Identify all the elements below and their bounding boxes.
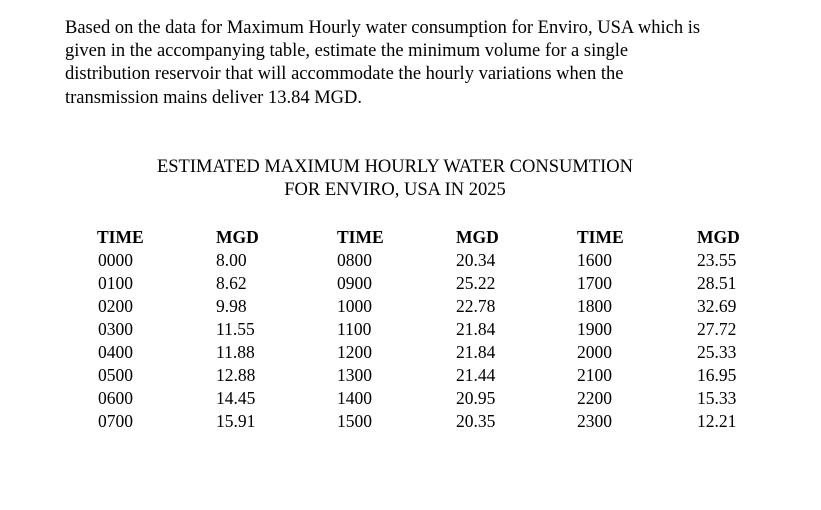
table-cell: 20.35 — [456, 411, 496, 431]
table-cell: 0600 — [98, 388, 133, 408]
column-time-2 — [337, 226, 384, 433]
table-cell: 12.88 — [216, 365, 256, 385]
table-cell: 1800 — [577, 296, 612, 316]
table-cell: 23.55 — [697, 250, 737, 270]
table-cell: 21.44 — [456, 365, 496, 385]
table-cell: 2100 — [577, 365, 612, 385]
table-title-line: FOR ENVIRO, USA IN 2025 — [284, 180, 506, 200]
column-header-time: TIME — [577, 227, 624, 247]
table-title-line: ESTIMATED MAXIMUM HOURLY WATER CONSUMTION — [156, 157, 634, 177]
table-cell: 2000 — [577, 342, 612, 362]
table-title — [95, 156, 695, 202]
problem-line: distribution reservoir that will accommodate the hourly variations when the — [65, 64, 624, 85]
column-mgd-3 — [697, 226, 740, 433]
column-header-mgd: MGD — [456, 227, 499, 247]
table-cell: 22.78 — [456, 296, 496, 316]
table-cell: 16.95 — [697, 365, 737, 385]
table-cell: 0500 — [98, 365, 133, 385]
table-cell: 20.95 — [456, 388, 496, 408]
table-cell: 2200 — [577, 388, 612, 408]
column-header-mgd: MGD — [697, 227, 740, 247]
table-cell: 11.88 — [216, 342, 255, 362]
table-cell: 15.91 — [216, 411, 256, 431]
table-cell: 12.21 — [697, 411, 737, 431]
table-cell: 1300 — [337, 365, 372, 385]
table-cell: 8.62 — [216, 273, 247, 293]
table-cell: 14.45 — [216, 388, 256, 408]
table-cell: 0900 — [337, 273, 372, 293]
column-time-3 — [577, 226, 624, 433]
table-cell: 0200 — [98, 296, 133, 316]
table-cell: 1400 — [337, 388, 372, 408]
table-cell: 0000 — [98, 250, 133, 270]
table-cell: 25.33 — [697, 342, 737, 362]
table-cell: 1100 — [337, 319, 372, 339]
table-cell: 0400 — [98, 342, 133, 362]
table-cell: 8.00 — [216, 250, 247, 270]
table-cell: 27.72 — [697, 319, 737, 339]
table-cell: 1700 — [577, 273, 612, 293]
table-cell: 32.69 — [697, 296, 737, 316]
table-cell: 20.34 — [456, 250, 496, 270]
column-time-1 — [97, 226, 144, 433]
table-cell: 1200 — [337, 342, 372, 362]
column-mgd-1 — [216, 226, 259, 433]
column-mgd-2 — [456, 226, 499, 433]
column-header-mgd: MGD — [216, 227, 259, 247]
table-cell: 25.22 — [456, 273, 496, 293]
problem-line: transmission mains deliver 13.84 MGD. — [65, 87, 363, 108]
table-cell: 1500 — [337, 411, 372, 431]
problem-line: Based on the data for Maximum Hourly water consumption for Enviro, USA which is — [65, 18, 701, 38]
table-cell: 2300 — [577, 411, 612, 431]
column-header-time: TIME — [337, 227, 384, 247]
problem-line: given in the accompanying table, estimate the minimum volume for a single — [65, 41, 629, 62]
table-cell: 1000 — [337, 296, 372, 316]
table-cell: 0300 — [98, 319, 133, 339]
table-cell: 1600 — [577, 250, 612, 270]
table-cell: 0100 — [98, 273, 133, 293]
table-cell: 11.55 — [216, 319, 255, 339]
table-cell: 1900 — [577, 319, 612, 339]
table-cell: 21.84 — [456, 319, 496, 339]
table-cell: 9.98 — [216, 296, 247, 316]
table-cell: 15.33 — [697, 388, 737, 408]
table-cell: 28.51 — [697, 273, 737, 293]
column-header-time: TIME — [97, 227, 144, 247]
problem-statement — [65, 17, 785, 110]
table-cell: 0700 — [98, 411, 133, 431]
table-cell: 0800 — [337, 250, 372, 270]
table-cell: 21.84 — [456, 342, 496, 362]
